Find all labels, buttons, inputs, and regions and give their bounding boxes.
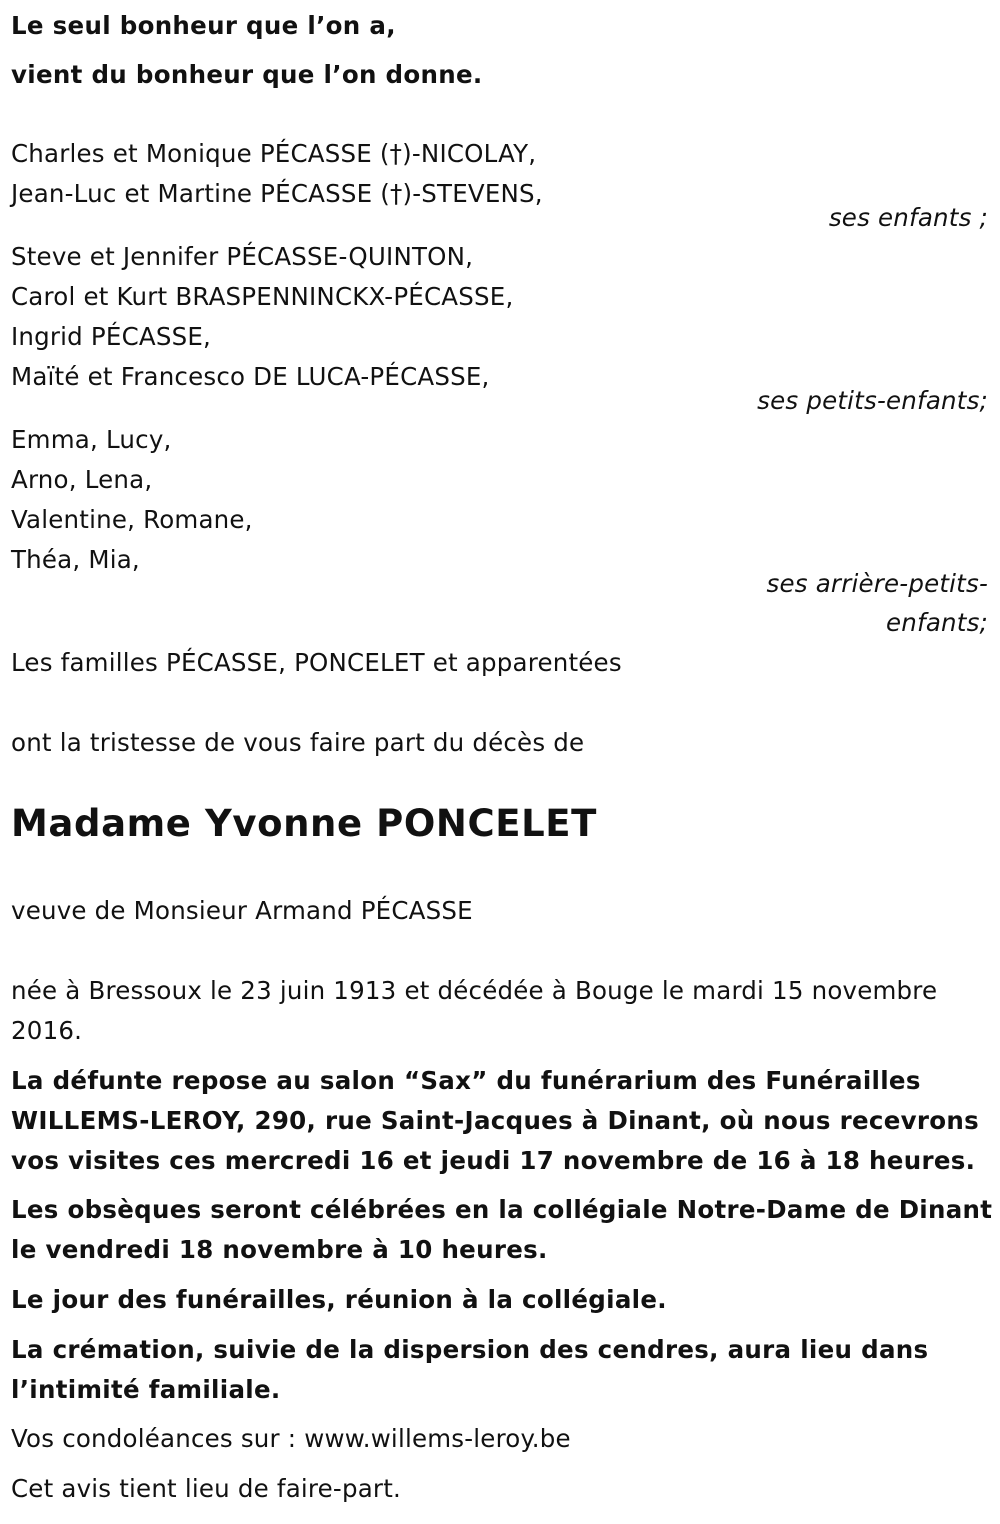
grandchildren-relation: ses petits-enfants; (757, 386, 988, 415)
ceremony-line-2: le vendredi 18 novembre à 10 heures. (11, 1235, 548, 1264)
grandchild-name: Carol et Kurt BRASPENNINCKX-PÉCASSE, (11, 282, 514, 311)
children-relation: ses enfants ; (828, 203, 988, 232)
dates-line-2: 2016. (11, 1016, 83, 1045)
widow-of-line: veuve de Monsieur Armand PÉCASSE (11, 896, 473, 925)
ceremony-line-1: Les obsèques seront célébrées en la collégiale Notre-Dame de Dinant (11, 1195, 993, 1224)
quote-line-2: vient du bonheur que l’on donne. (11, 60, 483, 89)
families-line: Les familles PÉCASSE, PONCELET et apparentées (11, 648, 622, 677)
funeral-home-line-3: vos visites ces mercredi 16 et jeudi 17 novembre de 16 à 18 heures. (11, 1146, 976, 1175)
dates-line-1: née à Bressoux le 23 juin 1913 et décédée à Bouge le mardi 15 novembre (11, 976, 938, 1005)
child-name: Jean-Luc et Martine PÉCASSE (†)-STEVENS, (11, 179, 543, 208)
grandchild-name: Steve et Jennifer PÉCASSE-QUINTON, (11, 242, 474, 271)
grandchild-name: Maïté et Francesco DE LUCA-PÉCASSE, (11, 362, 490, 391)
great-grandchild-name: Emma, Lucy, (11, 425, 172, 454)
funeral-home-line-1: La défunte repose au salon “Sax” du funérarium des Funérailles (11, 1066, 921, 1095)
great-grandchild-name: Arno, Lena, (11, 465, 153, 494)
cremation-line-2: l’intimité familiale. (11, 1375, 281, 1404)
great-grandchildren-relation-line-1: ses arrière-petits- (766, 569, 988, 598)
child-name: Charles et Monique PÉCASSE (†)-NICOLAY, (11, 139, 537, 168)
cremation-line-1: La crémation, suivie de la dispersion des cendres, aura lieu dans (11, 1335, 929, 1364)
meeting-line: Le jour des funérailles, réunion à la collégiale. (11, 1285, 667, 1314)
quote-line-1: Le seul bonheur que l’on a, (11, 11, 396, 40)
funeral-home-line-2: WILLEMS-LEROY, 290, rue Saint-Jacques à Dinant, où nous recevrons (11, 1106, 980, 1135)
great-grandchildren-relation-line-2: enfants; (886, 608, 988, 637)
announcement-line: ont la tristesse de vous faire part du décès de (11, 728, 585, 757)
notice-line: Cet avis tient lieu de faire-part. (11, 1474, 401, 1503)
condolences-line: Vos condoléances sur : www.willems-leroy.be (11, 1424, 571, 1453)
deceased-name: Madame Yvonne PONCELET (11, 802, 598, 845)
great-grandchild-name: Théa, Mia, (11, 545, 140, 574)
great-grandchild-name: Valentine, Romane, (11, 505, 253, 534)
grandchild-name: Ingrid PÉCASSE, (11, 322, 212, 351)
